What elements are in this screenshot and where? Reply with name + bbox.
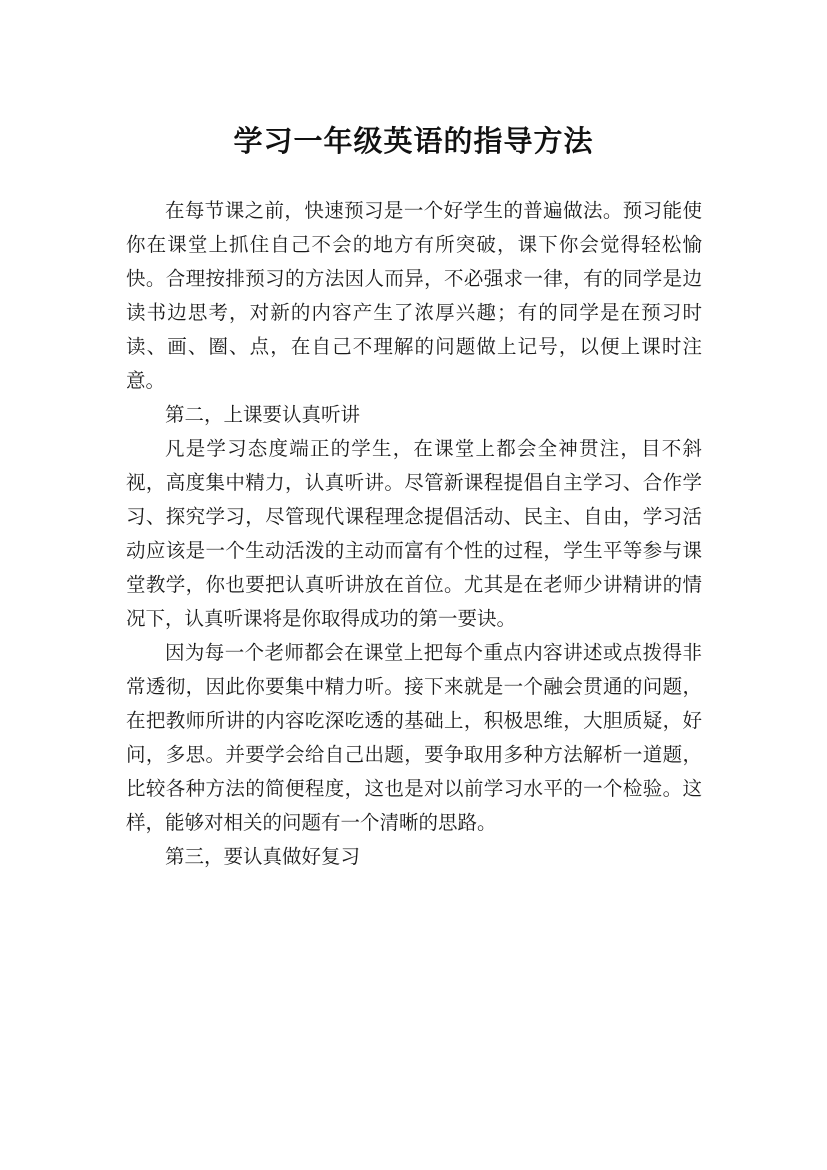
section-heading-review: 第三，要认真做好复习 <box>165 845 361 868</box>
paragraph-listen: 凡是学习态度端正的学生，在课堂上都会全神贯注，目不斜视，高度集中精力，认真听讲。尽管新课程提倡自主学习、合作学习、探究学习，尽管现代课程理念提倡活动、民主、自由，学习活动应该是一个生动活泼的主动而富有个性的过程，学生平等参与课堂教学，你也要把认真听讲放在首位。尤其是在老师少讲精讲的情况下，认真听课将是你取得成功的第一要诀。 <box>126 437 702 630</box>
document-body <box>126 194 702 874</box>
section-heading-listen: 第二，上课要认真听讲 <box>165 403 361 426</box>
document-title: 学习一年级英语的指导方法 <box>233 124 594 159</box>
paragraph-preview: 在每节课之前，快速预习是一个好学生的普遍做法。预习能使你在课堂上抓住自己不会的地方有所突破，课下你会觉得轻松愉快。合理按排预习的方法因人而异，不必强求一律，有的同学是边读书边思考，对新的内容产生了浓厚兴趣；有的同学是在预习时读、画、圈、点，在自己不理解的问题做上记号，以便上课时注意。 <box>126 199 702 392</box>
paragraph-focus: 因为每一个老师都会在课堂上把每个重点内容讲述或点拨得非常透彻，因此你要集中精力听。接下来就是一个融会贯通的问题，在把教师所讲的内容吃深吃透的基础上，积极思维，大胆质疑，好问，多思。并要学会给自己出题，要争取用多种方法解析一道题，比较各种方法的简便程度，这也是对以前学习水平的一个检验。这样，能够对相关的问题有一个清晰的思路。 <box>126 641 702 834</box>
